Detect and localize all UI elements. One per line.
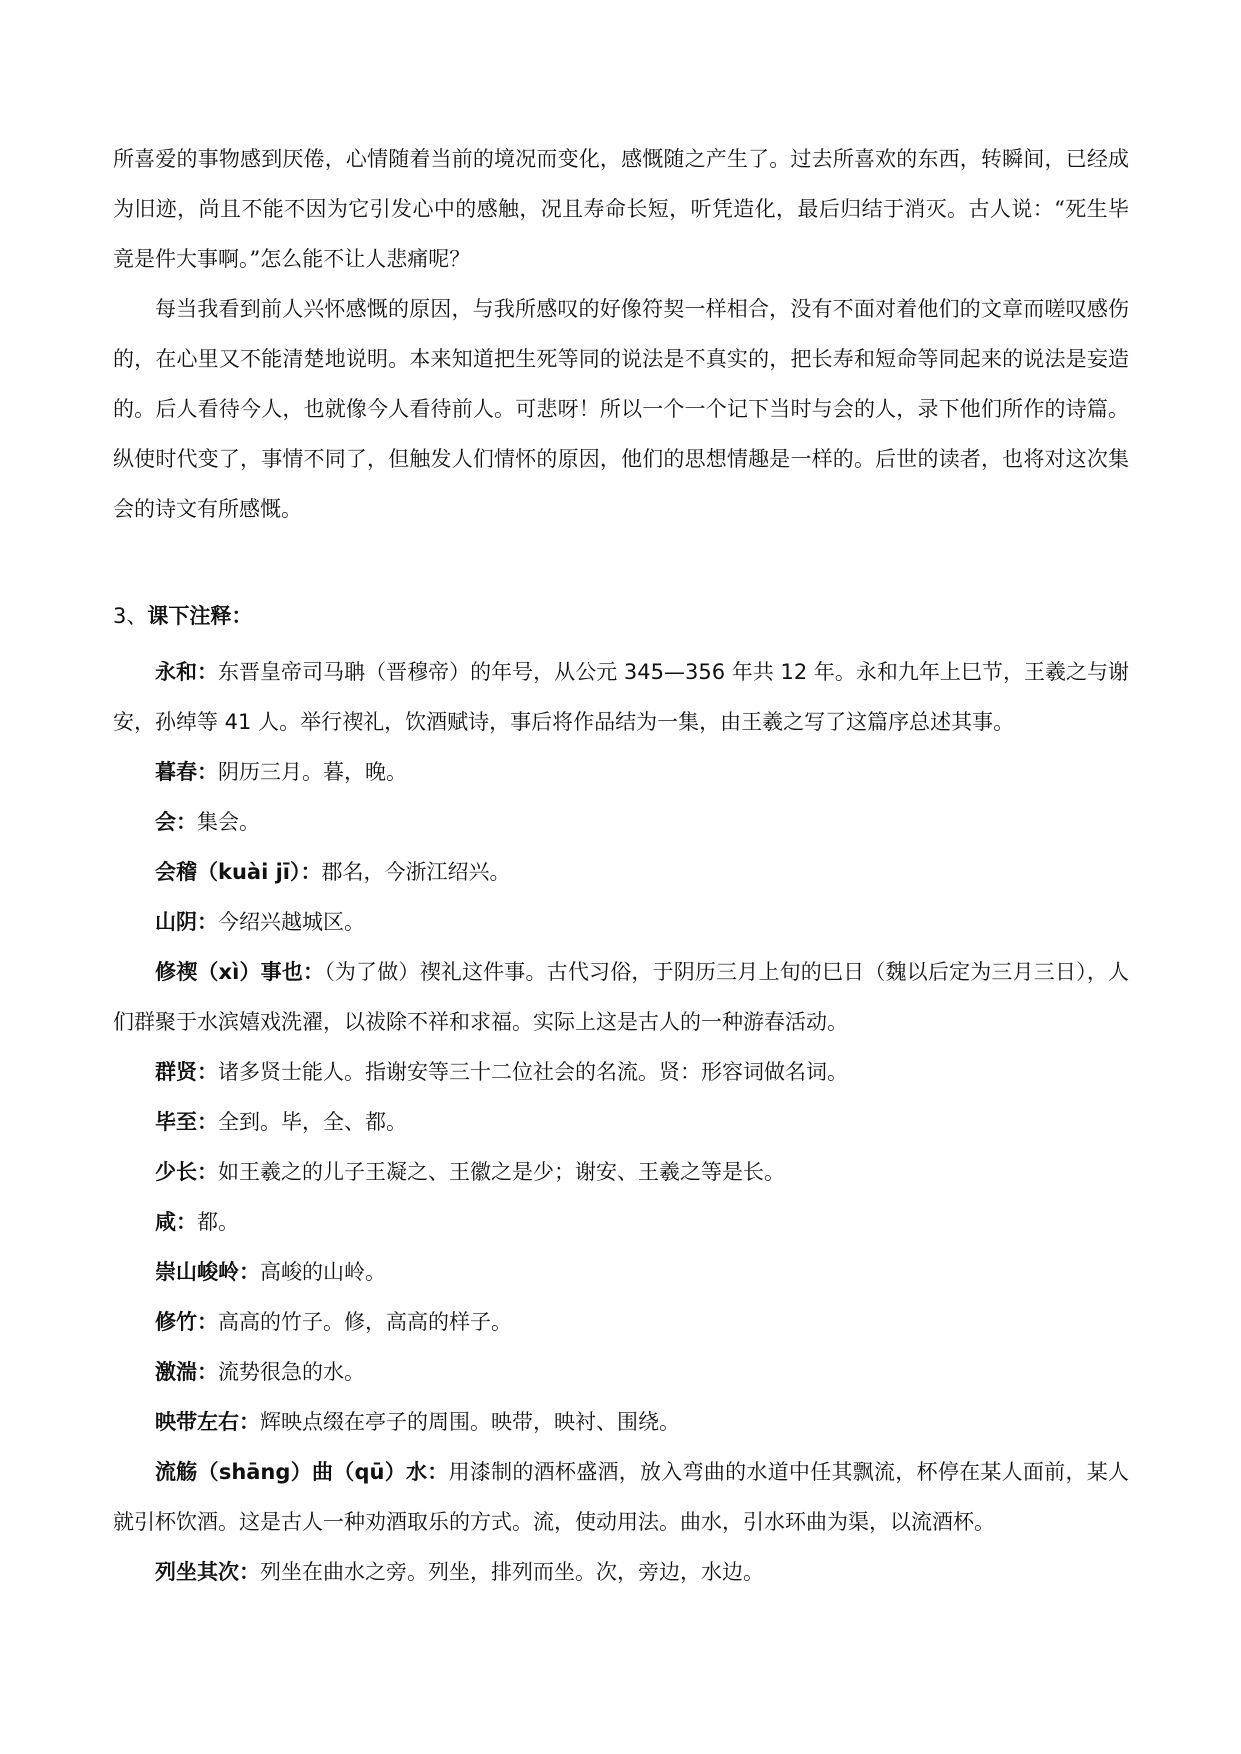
annotation-text: （为了做）禊礼这件事。古代习俗，于阴历三月上旬的巳日（魏以后定为三月三日），人们群聚于水滨嬉戏洗濯，以祓除不祥和求福。实际上这是古人的一种游春活动。 [113,960,1129,1034]
annotation-text: 列坐在曲水之旁。列坐，排列而坐。次，旁边，水边。 [260,1560,764,1584]
annotation-term: 修竹： [155,1310,218,1334]
annotation-item [113,1547,1129,1597]
section-title: 课下注释： [147,604,253,628]
annotation-term: 少长： [155,1160,218,1184]
annotation-item [113,947,1129,1047]
annotation-term: 咸： [155,1210,197,1234]
annotation-text: 如王羲之的儿子王凝之、王徽之是少；谢安、王羲之等是长。 [218,1160,785,1184]
annotation-item [113,847,1129,897]
section-number: 3、 [113,604,148,628]
annotation-text: 流势很急的水。 [218,1360,365,1384]
annotation-term: 列坐其次： [155,1560,260,1584]
translation-paragraph: 每当我看到前人兴怀感慨的原因，与我所感叹的好像符契一样相合，没有不面对着他们的文章而嗟叹感伤的，在心里又不能清楚地说明。本来知道把生死等同的说法是不真实的，把长寿和短命等同起来的说法是妄造的。后人看待今人，也就像今人看待前人。可悲呀！所以一个一个记下当时与会的人，录下他们所作的诗篇。纵使时代变了，事情不同了，但触发人们情怀的原因，他们的思想情趣是一样的。后世的读者，也将对这次集会的诗文有所感慨。 [113,297,1129,521]
section-heading [113,596,252,636]
annotation-term: 毕至： [155,1110,218,1134]
annotation-text: 高峻的山岭。 [260,1260,386,1284]
annotation-term: 永和： [155,660,219,684]
annotation-term: 暮春： [155,760,218,784]
annotation-item [113,1447,1129,1547]
annotation-term: 崇山峻岭： [155,1260,260,1284]
annotation-item [113,1397,1129,1447]
annotation-item [113,1147,1129,1197]
annotation-text: 全到。毕，全、都。 [218,1110,407,1134]
annotation-text: 用漆制的酒杯盛酒，放入弯曲的水道中任其飘流，杯停在某人面前，某人就引杯饮酒。这是古人一种劝酒取乐的方式。流，使动用法。曲水，引水环曲为渠，以流酒杯。 [113,1460,1129,1534]
annotation-text: 集会。 [197,810,260,834]
annotation-item [113,1047,1129,1097]
annotation-text: 东晋皇帝司马聃（晋穆帝）的年号，从公元 345—356 年共 12 年。永和九年上巳节，王羲之与谢安，孙绰等 41 人。举行禊礼，饮酒赋诗，事后将作品结为一集，由王羲之写了这篇序总述其事。 [113,660,1129,734]
translation-paragraph: 所喜爱的事物感到厌倦，心情随着当前的境况而变化，感慨随之产生了。过去所喜欢的东西，转瞬间，已经成为旧迹，尚且不能不因为它引发心中的感触，况且寿命长短，听凭造化，最后归结于消灭。古人说：“死生毕竟是件大事啊。”怎么能不让人悲痛呢？ [113,147,1129,271]
annotation-text: 都。 [197,1210,239,1234]
annotation-item [113,897,1129,947]
annotation-text: 高高的竹子。修，高高的样子。 [218,1310,512,1334]
annotation-text: 今绍兴越城区。 [218,910,365,934]
annotation-term: 修禊（xì）事也： [155,960,325,984]
annotation-term: 会： [155,810,197,834]
annotation-text: 郡名，今浙江绍兴。 [321,860,511,884]
annotation-item [113,1347,1129,1397]
annotation-term: 流觞（shāng）曲（qū）水： [155,1460,449,1484]
annotation-term: 映带左右： [155,1410,260,1434]
annotation-item [113,1097,1129,1147]
annotation-text: 诸多贤士能人。指谢安等三十二位社会的名流。贤：形容词做名词。 [218,1060,848,1084]
annotation-item [113,747,1129,797]
annotation-term: 群贤： [155,1060,218,1084]
annotation-item [113,647,1129,747]
annotation-item [113,1297,1129,1347]
annotation-item [113,1247,1129,1297]
annotation-item [113,1197,1129,1247]
annotation-text: 阴历三月。暮，晚。 [218,760,407,784]
annotation-text: 辉映点缀在亭子的周围。映带，映衬、围绕。 [260,1410,680,1434]
annotation-item [113,797,1129,847]
annotation-term: 会稽（kuài jī）： [155,860,322,884]
annotation-list [113,647,1129,1597]
annotation-term: 激湍： [155,1360,218,1384]
annotation-term: 山阴： [155,910,218,934]
